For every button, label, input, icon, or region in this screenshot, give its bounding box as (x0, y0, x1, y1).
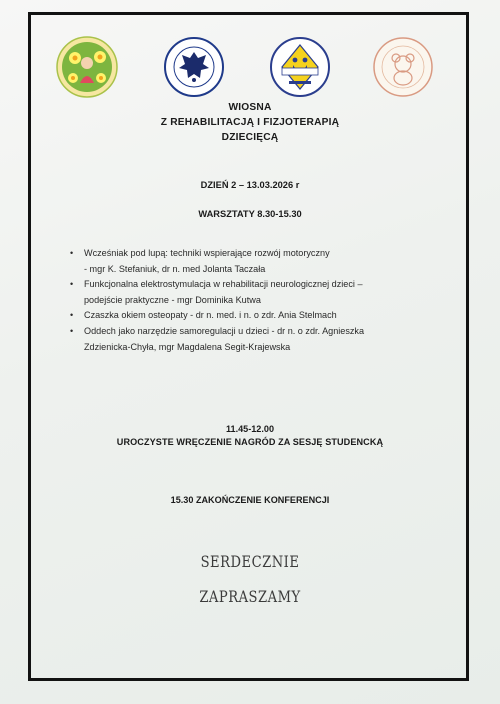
list-item (64, 277, 424, 308)
invite-line-1: SERDECZNIE (200, 552, 300, 571)
title-line-3: DZIECIĘCĄ (221, 132, 279, 143)
conference-title (40, 100, 460, 145)
title-line-1: WIOSNA (228, 102, 272, 113)
logo-row (54, 36, 446, 100)
list-item (64, 324, 424, 355)
award-heading: UROCZYSTE WRĘCZENIE NAGRÓD ZA SESJĘ STUDENCKĄ (116, 437, 384, 447)
closing-heading: 15.30 ZAKOŃCZENIE KONFERENCJI (170, 495, 330, 505)
list-item (64, 246, 424, 277)
day-heading: DZIEŃ 2 – 13.03.2026 r (200, 180, 300, 190)
children-hospital-flower-logo-icon (56, 36, 118, 98)
workshop-list (64, 246, 424, 355)
award-time: 11.45-12.00 (225, 424, 275, 434)
list-item-line-2: Zdzienicka-Chyła, mgr Magdalena Segit-Krajewska (84, 341, 291, 352)
skn-rehabilitacji-teddy-bear-logo-icon (372, 36, 434, 98)
childrens-clinical-hospital-logo-icon (269, 36, 331, 98)
list-item-line-2: podejście praktyczne - mgr Dominika Kutwa (84, 294, 261, 305)
list-item-line-1: • Wcześniak pod lupą: techniki wspierające rozwój motoryczny (84, 248, 330, 258)
list-item-line-2: - mgr K. Stefaniuk, dr n. med Jolanta Taczała (84, 263, 266, 274)
list-item-line-1: • Oddech jako narzędzie samoregulacji u dzieci - dr n. o zdr. Agnieszka (84, 325, 365, 336)
title-line-2: Z REHABILITACJĄ I FIZJOTERAPIĄ (160, 117, 340, 128)
workshops-heading: WARSZTATY 8.30-15.30 (198, 209, 302, 219)
list-item-line-1: • Czaszka okiem osteopaty - dr n. med. i n. o zdr. Ania Stelmach (84, 310, 337, 321)
list-item-line-1: • Funkcjonalna elektrostymulacja w rehabilitacji neurologicznej dzieci – (84, 279, 363, 290)
invite-line-2: ZAPRASZAMY (199, 587, 301, 606)
medical-university-lublin-eagle-logo-icon (163, 36, 225, 98)
list-item (64, 308, 424, 324)
